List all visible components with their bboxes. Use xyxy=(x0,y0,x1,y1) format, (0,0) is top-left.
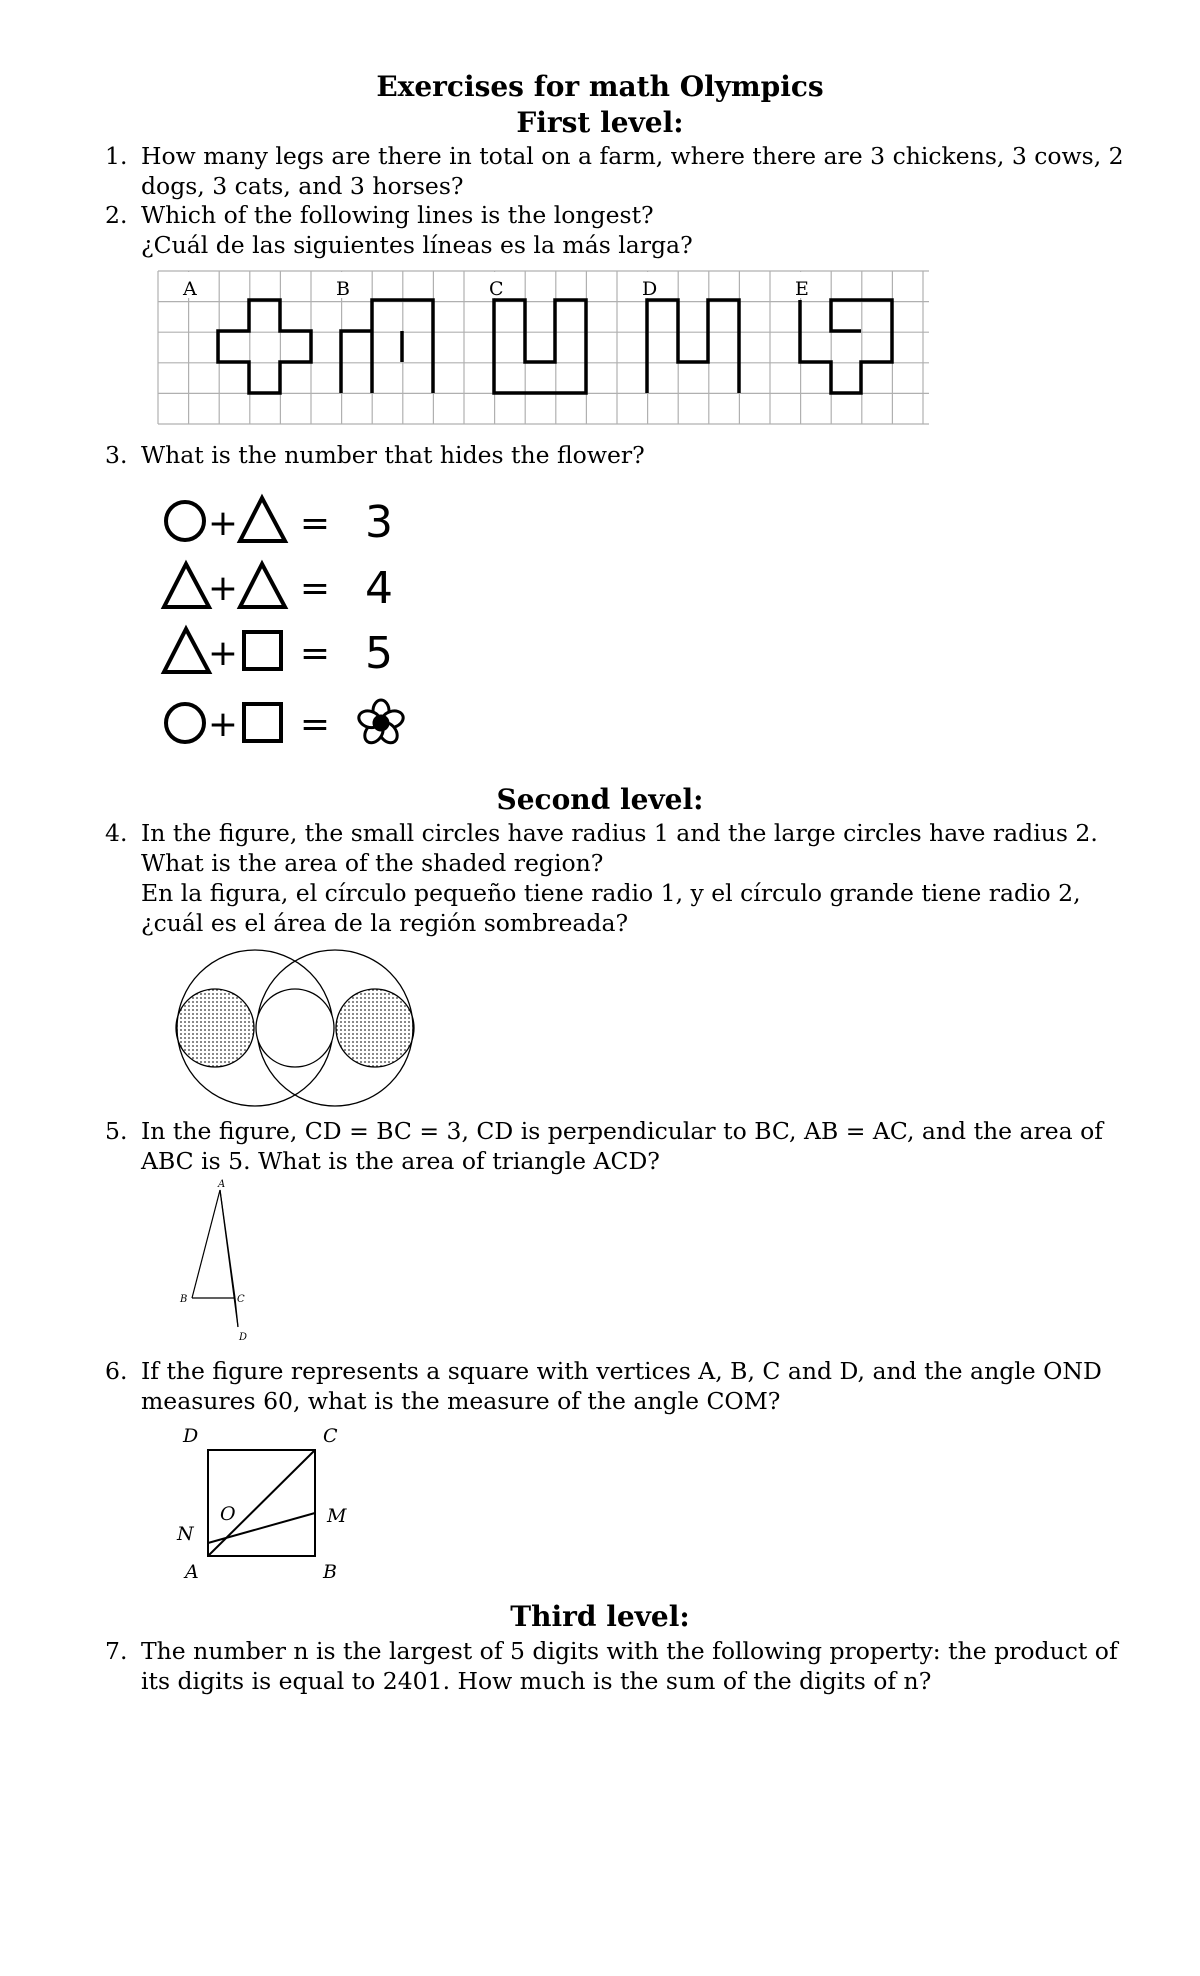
question-text: dogs, 3 cats, and 3 horses? xyxy=(141,172,464,200)
vertex-label: B xyxy=(180,1294,188,1305)
plus-sign: + xyxy=(207,633,239,674)
question-2 xyxy=(105,200,1135,260)
square-shape xyxy=(244,704,281,741)
question-number: 6. xyxy=(105,1357,128,1385)
equals-sign: = xyxy=(299,503,331,544)
lines-grid-figure xyxy=(157,270,931,426)
flower-icon xyxy=(357,700,406,746)
equation-result: 4 xyxy=(365,563,393,614)
circle-shape xyxy=(166,502,204,540)
path-a xyxy=(218,300,311,393)
square-figure xyxy=(175,1418,365,1588)
small-circle xyxy=(256,989,334,1067)
question-number: 3. xyxy=(105,441,128,469)
equals-sign: = xyxy=(299,704,331,745)
circles-figure xyxy=(175,948,415,1108)
question-text: In the figure, CD = BC = 3, CD is perpendicular to BC, AB = AC, and the area of xyxy=(141,1117,1103,1145)
triangle-shape xyxy=(164,629,209,672)
triangle-shape xyxy=(240,498,285,541)
question-6 xyxy=(105,1356,1135,1416)
question-text: What is the area of the shaded region? xyxy=(141,849,604,877)
question-text: measures 60, what is the measure of the angle COM? xyxy=(141,1387,781,1415)
level-2-heading: Second level: xyxy=(496,783,704,816)
question-3 xyxy=(105,440,1135,470)
vertex-label: A xyxy=(218,1179,226,1190)
question-number: 1. xyxy=(105,142,128,170)
vertex-label: D xyxy=(183,1425,199,1447)
path-d xyxy=(647,300,739,393)
question-text: Which of the following lines is the longest? xyxy=(141,201,654,229)
question-text: ¿Cuál de las siguientes líneas es la más larga? xyxy=(141,231,693,259)
equation-result: 5 xyxy=(365,628,393,679)
worksheet-title: Exercises for math Olympics xyxy=(376,70,824,103)
vertex-label: C xyxy=(323,1425,338,1447)
question-text: In the figure, the small circles have radius 1 and the large circles have radius 2. xyxy=(141,819,1098,847)
question-text: En la figura, el círculo pequeño tiene radio 1, y el círculo grande tiene radio 2, xyxy=(141,879,1081,907)
grid-label: E xyxy=(795,278,809,300)
question-7 xyxy=(105,1636,1135,1696)
question-text: ABC is 5. What is the area of triangle ACD? xyxy=(141,1147,660,1175)
equals-sign: = xyxy=(299,633,331,674)
vertex-label: C xyxy=(237,1294,245,1305)
shape-equations-figure xyxy=(155,490,465,760)
plus-sign: + xyxy=(207,704,239,745)
question-text: What is the number that hides the flower? xyxy=(141,441,645,469)
vertex-label: N xyxy=(177,1523,194,1545)
equals-sign: = xyxy=(299,568,331,609)
question-text: If the figure represents a square with vertices A, B, C and D, and the angle OND xyxy=(141,1357,1102,1385)
question-number: 2. xyxy=(105,201,128,229)
path-c xyxy=(494,300,586,393)
question-4 xyxy=(105,818,1135,938)
path-e xyxy=(800,300,892,393)
question-text: How many legs are there in total on a farm, where there are 3 chickens, 3 cows, 2 xyxy=(141,142,1124,170)
circle-shape xyxy=(166,704,204,742)
level-1-heading: First level: xyxy=(516,106,684,139)
vertex-label: M xyxy=(327,1505,347,1527)
equation-result: 3 xyxy=(365,497,393,548)
vertex-label: D xyxy=(239,1332,248,1343)
square-shape xyxy=(244,632,281,669)
vertex-label: O xyxy=(220,1503,236,1525)
question-text: its digits is equal to 2401. How much is the sum of the digits of n? xyxy=(141,1667,932,1695)
question-number: 7. xyxy=(105,1637,128,1665)
question-text: The number n is the largest of 5 digits with the following property: the product of xyxy=(141,1637,1118,1665)
grid-label: A xyxy=(183,278,197,300)
level-3-heading: Third level: xyxy=(510,1600,690,1633)
question-text: ¿cuál es el área de la región sombreada? xyxy=(141,909,629,937)
plus-sign: + xyxy=(207,503,239,544)
vertex-label: A xyxy=(185,1561,199,1583)
grid-label: C xyxy=(489,278,504,300)
path-b xyxy=(341,300,433,393)
grid-label: D xyxy=(642,278,658,300)
question-1 xyxy=(105,141,1135,201)
question-5 xyxy=(105,1116,1135,1176)
triangle-figure xyxy=(175,1175,275,1355)
question-number: 5. xyxy=(105,1117,128,1145)
grid-label: B xyxy=(336,278,350,300)
plus-sign: + xyxy=(207,568,239,609)
question-number: 4. xyxy=(105,819,128,847)
triangle-shape xyxy=(164,564,209,607)
vertex-label: B xyxy=(323,1561,337,1583)
triangle-shape xyxy=(240,564,285,607)
